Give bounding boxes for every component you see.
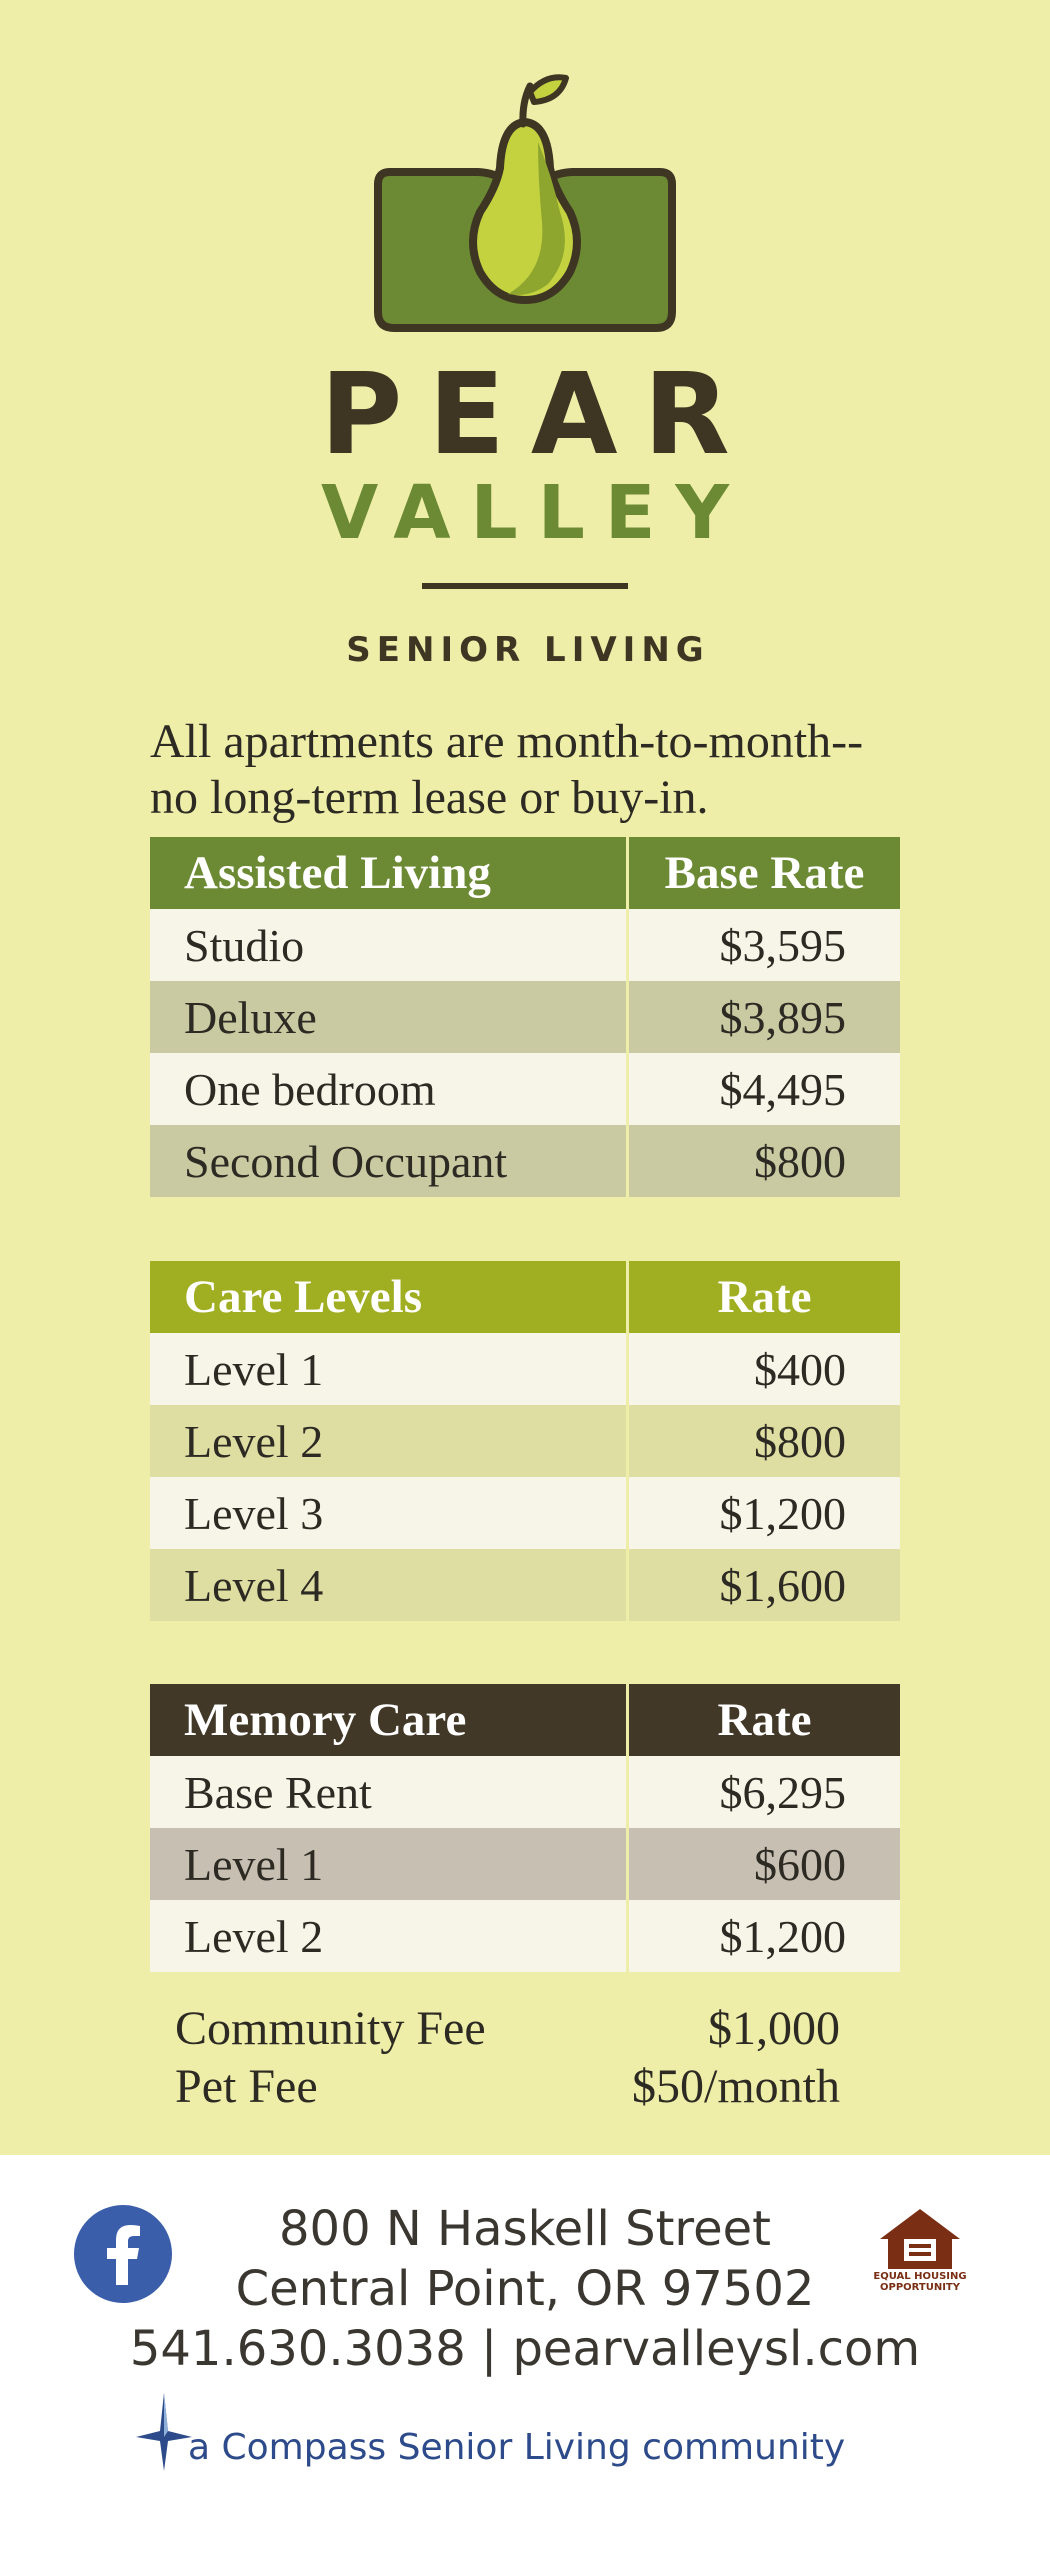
compass-star-icon bbox=[134, 2391, 194, 2473]
row-label: Studio bbox=[184, 919, 305, 971]
fee-amount: $50/month bbox=[631, 2060, 840, 2113]
header-label: Care Levels bbox=[184, 1271, 422, 1323]
row-rate: $600 bbox=[626, 1828, 900, 1900]
row-label: One bedroom bbox=[184, 1063, 436, 1115]
header-label: Assisted Living bbox=[184, 847, 491, 899]
fee-label: Community Fee bbox=[175, 2002, 486, 2055]
brand-divider bbox=[422, 583, 628, 589]
row-label: Second Occupant bbox=[184, 1135, 508, 1187]
care-levels-table bbox=[150, 1261, 900, 1621]
row-label: Level 2 bbox=[184, 1910, 324, 1962]
header-rate: Base Rate bbox=[626, 837, 900, 909]
table-row bbox=[150, 1900, 900, 1972]
brand-name-pear: PEAR bbox=[320, 350, 756, 480]
header-label: Memory Care bbox=[184, 1694, 467, 1746]
table-row bbox=[150, 981, 900, 1053]
row-rate: $4,495 bbox=[626, 1053, 900, 1125]
fee-row bbox=[175, 2058, 840, 2116]
contact-line[interactable]: 541.630.3038 | pearvalleysl.com bbox=[129, 2321, 921, 2377]
intro-text: All apartments are month-to-month-- no long-term lease or buy-in. bbox=[150, 715, 864, 824]
table-header bbox=[150, 1261, 900, 1333]
brand-name-valley: VALLEY bbox=[321, 470, 749, 556]
row-rate: $1,200 bbox=[626, 1900, 900, 1972]
fee-row bbox=[175, 2000, 840, 2058]
table-row bbox=[150, 1549, 900, 1621]
header-rate: Rate bbox=[626, 1684, 900, 1756]
table-header bbox=[150, 1684, 900, 1756]
row-label: Level 1 bbox=[184, 1343, 324, 1395]
row-rate: $3,895 bbox=[626, 981, 900, 1053]
row-label: Level 2 bbox=[184, 1415, 324, 1467]
address-street: 800 N Haskell Street bbox=[279, 2201, 771, 2257]
row-rate: $800 bbox=[626, 1405, 900, 1477]
row-rate: $6,295 bbox=[626, 1756, 900, 1828]
footer bbox=[0, 2155, 1050, 2550]
table-row bbox=[150, 1477, 900, 1549]
brand-tagline: SENIOR LIVING bbox=[346, 630, 710, 670]
assisted-living-table bbox=[150, 837, 900, 1197]
row-rate: $800 bbox=[626, 1125, 900, 1197]
table-row bbox=[150, 1333, 900, 1405]
table-row bbox=[150, 1405, 900, 1477]
table-row bbox=[150, 1828, 900, 1900]
row-rate: $3,595 bbox=[626, 909, 900, 981]
row-label: Level 1 bbox=[184, 1838, 324, 1890]
address-city: Central Point, OR 97502 bbox=[235, 2261, 815, 2317]
row-label: Base Rent bbox=[184, 1766, 372, 1818]
row-rate: $1,600 bbox=[626, 1549, 900, 1621]
row-label: Level 4 bbox=[184, 1559, 324, 1611]
row-label: Deluxe bbox=[184, 991, 317, 1043]
table-row bbox=[150, 1756, 900, 1828]
row-rate: $1,200 bbox=[626, 1477, 900, 1549]
row-rate: $400 bbox=[626, 1333, 900, 1405]
compass-community-text: a Compass Senior Living community bbox=[188, 2427, 846, 2468]
fee-amount: $1,000 bbox=[708, 2002, 840, 2055]
equal-housing-label: EQUAL HOUSING OPPORTUNITY bbox=[873, 2271, 967, 2293]
fee-label: Pet Fee bbox=[175, 2060, 318, 2113]
table-row bbox=[150, 909, 900, 981]
table-row bbox=[150, 1053, 900, 1125]
row-label: Level 3 bbox=[184, 1487, 324, 1539]
memory-care-table bbox=[150, 1684, 900, 1972]
fees-list bbox=[175, 2000, 840, 2116]
table-header bbox=[150, 837, 900, 909]
table-row bbox=[150, 1125, 900, 1197]
header-rate: Rate bbox=[626, 1261, 900, 1333]
pear-logo-icon bbox=[370, 72, 680, 342]
